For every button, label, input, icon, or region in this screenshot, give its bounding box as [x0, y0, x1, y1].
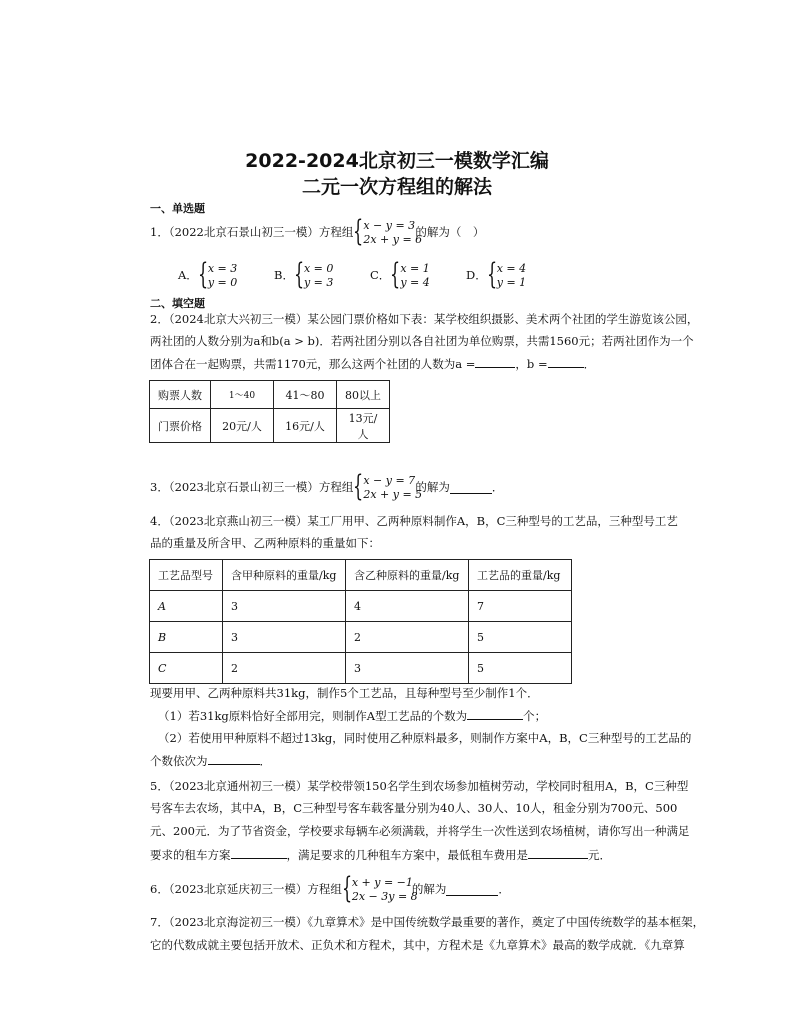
equation: y = 4 — [400, 276, 430, 289]
equation: x − y = 7 — [363, 474, 416, 487]
table-cell: 2 — [346, 622, 469, 653]
answer-blank-cost[interactable] — [528, 846, 588, 859]
table-cell: 1～40 — [211, 381, 274, 409]
equation-system: { x = 1 y = 4 — [390, 257, 430, 291]
question-5-line: 5．（2023北京通州初三一模）某学校带领150名学生到农场参加植树劳动，学校同时租用A，B，C三种型 — [150, 779, 689, 793]
question-4-text: ． — [259, 754, 271, 768]
answer-blank[interactable] — [446, 883, 498, 896]
option-a[interactable] — [178, 258, 274, 292]
answer-blank-plan[interactable] — [231, 846, 287, 859]
answer-blank[interactable] — [450, 481, 492, 494]
table-cell: 含乙种原料的重量/kg — [346, 560, 469, 591]
option-label: D． — [466, 268, 487, 282]
table-cell: 5 — [469, 622, 572, 653]
question-2-line: 2．（2024北京大兴初三一模）某公园门票价格如下表：某学校组织摄影、美术两个社团的学生游览该公园， — [150, 312, 699, 326]
table-cell: 3 — [223, 591, 346, 622]
equation: y = 1 — [496, 276, 527, 289]
equation: x + y = −1 — [351, 876, 413, 889]
equation: y = 0 — [207, 276, 238, 289]
question-2-line: 两社团的人数分别为a和b(a > b)．若两社团分别以各自社团为单位购票，共需1560元；若两社团作为一个 — [150, 334, 694, 348]
equation-system: { x − y = 7 2x + y = 5 — [353, 469, 423, 503]
equation: x = 4 — [496, 262, 527, 275]
question-3 — [150, 471, 503, 503]
table-cell: B — [150, 622, 223, 653]
table-cell: 13元/人 — [337, 409, 390, 443]
question-4-line: 4．（2023北京燕山初三一模）某工厂用甲、乙两种原料制作A，B，C三种型号的工艺品，三种型号工艺 — [150, 514, 678, 528]
table-cell: 3 — [223, 622, 346, 653]
question-2-line — [150, 355, 595, 372]
question-1-stem: 1．（2022北京石景山初三一模）方程组 — [150, 225, 354, 239]
question-4-part-2-cont — [150, 752, 271, 769]
question-2-text: ，b = — [515, 357, 548, 371]
craft-material-table — [149, 559, 572, 684]
ticket-price-table — [149, 380, 390, 443]
answer-blank-b[interactable] — [548, 355, 584, 368]
question-7-line: 7．（2023北京海淀初三一模）《九章算术》是中国传统数学最重要的著作，奠定了中国传统数学的基本框架， — [150, 915, 705, 929]
question-6-stem: 6．（2023北京延庆初三一模）方程组 — [150, 882, 342, 896]
option-b[interactable] — [274, 258, 370, 292]
document-subtitle: 二元一次方程组的解法 — [301, 176, 492, 198]
equation-system: { x − y = 3 2x + y = 6 — [353, 214, 423, 248]
table-row — [150, 560, 572, 591]
question-1-stem-end: 的解为（ ） — [415, 225, 485, 239]
option-label: A． — [178, 268, 198, 282]
question-5-text: 元． — [588, 848, 611, 862]
equation-system: { x = 0 y = 3 — [293, 257, 334, 291]
equation: x = 1 — [400, 262, 430, 275]
table-cell: 20元/人 — [211, 409, 274, 443]
option-label: B． — [274, 268, 294, 282]
section-heading-single-choice: 一、单选题 — [150, 202, 205, 215]
question-4-part-1 — [158, 707, 546, 724]
table-cell: 80以上 — [337, 381, 390, 409]
table-cell: 购票人数 — [150, 381, 211, 409]
table-cell: 4 — [346, 591, 469, 622]
table-cell: 7 — [469, 591, 572, 622]
equation-system: { x = 4 y = 1 — [486, 257, 527, 291]
table-cell: 含甲种原料的重量/kg — [223, 560, 346, 591]
question-5-line: 元、200元．为了节省资金，学校要求每辆车必须满载，并将学生一次性送到农场植树，请你写出一种满足 — [150, 824, 690, 838]
option-d[interactable] — [466, 258, 556, 292]
table-row — [150, 653, 572, 684]
question-7-line: 它的代数成就主要包括开放术、正负术和方程术，其中，方程术是《九章算术》最高的数学成就．《九章算 — [150, 938, 685, 952]
answer-blank[interactable] — [208, 752, 260, 765]
question-1-options — [178, 258, 558, 292]
table-cell: 工艺品的重量/kg — [469, 560, 572, 591]
option-c[interactable] — [370, 258, 466, 292]
equation: x − y = 3 — [363, 219, 416, 232]
answer-blank[interactable] — [467, 707, 523, 720]
question-5-text: ，满足要求的几种租车方案中，最低租车费用是 — [286, 848, 528, 862]
table-cell: C — [150, 653, 223, 684]
question-4-line: 现要用甲、乙两种原料共31kg，制作5个工艺品，且每种型号至少制作1个． — [150, 686, 539, 700]
question-3-end: ． — [491, 480, 504, 494]
equation-system: { x = 3 y = 0 — [197, 257, 238, 291]
question-6 — [150, 873, 510, 905]
table-cell: A — [150, 591, 223, 622]
question-4-text: 个； — [523, 709, 547, 723]
question-4-line: 品的重量及所含甲、乙两种原料的重量如下： — [150, 536, 380, 550]
table-cell: 16元/人 — [274, 409, 337, 443]
section-heading-fill-blank: 二、填空题 — [150, 297, 205, 310]
equation: x = 0 — [303, 262, 334, 275]
document-title: 2022-2024北京初三一模数学汇编 — [245, 150, 549, 172]
equation-system: { x + y = −1 2x − 3y = 8 — [341, 871, 418, 905]
equation: 2x + y = 6 — [363, 233, 423, 246]
equation: y = 3 — [303, 276, 334, 289]
equation: x = 3 — [207, 262, 238, 275]
table-cell: 门票价格 — [150, 409, 211, 443]
question-5-line — [150, 846, 611, 863]
table-cell: 2 — [223, 653, 346, 684]
question-4-text: （1）若31kg原料恰好全部用完，则制作A型工艺品的个数为 — [158, 709, 468, 723]
question-5-text: 要求的租车方案 — [150, 848, 231, 862]
question-2-text: 团体合在一起购票，共需1170元，那么这两个社团的人数为a = — [150, 357, 476, 371]
table-row — [150, 591, 572, 622]
table-cell: 工艺品型号 — [150, 560, 223, 591]
question-1 — [150, 216, 484, 248]
question-3-stem: 3．（2023北京石景山初三一模）方程组 — [150, 480, 354, 494]
question-6-end: ． — [498, 882, 510, 896]
answer-blank-a[interactable] — [475, 355, 515, 368]
question-4-text: 个数依次为 — [150, 754, 208, 768]
table-row — [150, 381, 390, 409]
question-6-stem-end: 的解为 — [411, 882, 447, 896]
question-5-line: 号客车去农场，其中A，B，C三种型号客车载客量分别为40人、30人、10人，租金分别为700元、500 — [150, 801, 678, 815]
question-3-stem-end: 的解为 — [415, 480, 450, 494]
table-cell: 41～80 — [274, 381, 337, 409]
question-2-text: ． — [583, 357, 596, 371]
option-label: C． — [370, 268, 391, 282]
table-row — [150, 622, 572, 653]
table-cell: 3 — [346, 653, 469, 684]
equation: 2x − 3y = 8 — [351, 890, 418, 903]
equation: 2x + y = 5 — [363, 488, 423, 501]
table-cell: 5 — [469, 653, 572, 684]
question-4-part-2: （2）若使用甲种原料不超过13kg，同时使用乙种原料最多，则制作方案中A，B，C三种型号的工艺品的 — [158, 731, 692, 745]
table-row — [150, 409, 390, 443]
